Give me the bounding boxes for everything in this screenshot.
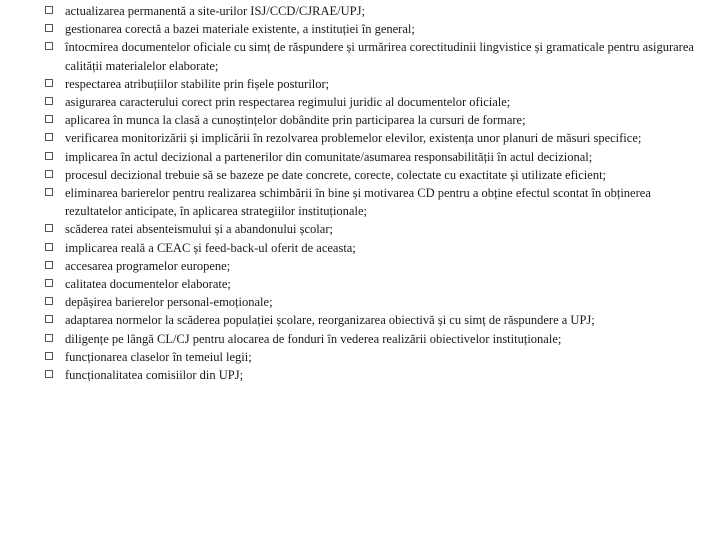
list-item bbox=[0, 38, 694, 74]
list-item-text: verificarea monitorizării și implicării în rezolvarea problemelor elevilor, existența unor planuri de măsuri specifice; bbox=[65, 131, 642, 146]
list-item-text: asigurarea caracterului corect prin respectarea regimului juridic al documentelor oficiale; bbox=[65, 95, 511, 110]
list-item bbox=[0, 184, 694, 220]
list-item bbox=[0, 166, 694, 184]
checkbox-bullet-icon bbox=[45, 352, 53, 360]
list-item-text: adaptarea normelor la scăderea populației școlare, reorganizarea obiectivă și cu simț de răspundere a UPJ; bbox=[65, 313, 595, 328]
checkbox-bullet-icon bbox=[45, 170, 53, 178]
checkbox-bullet-icon bbox=[45, 243, 53, 251]
list-item-text: calitatea documentelor elaborate; bbox=[65, 277, 231, 292]
list-item bbox=[0, 93, 694, 111]
list-item bbox=[0, 148, 694, 166]
checkbox-bullet-icon bbox=[45, 297, 53, 305]
checkbox-bullet-icon bbox=[45, 42, 53, 50]
list-item bbox=[0, 311, 694, 329]
list-item-text: eliminarea barierelor pentru realizarea schimbării în bine și motivarea CD pentru a obține efectul scontat în obținerea rezultatelor anticipate, în aplicarea strategiilor instituționale; bbox=[65, 186, 651, 219]
list-item-text: funcționalitatea comisiilor din UPJ; bbox=[65, 368, 244, 383]
list-item bbox=[0, 293, 694, 311]
list-item bbox=[0, 257, 694, 275]
list-item bbox=[0, 129, 694, 147]
checkbox-bullet-icon bbox=[45, 24, 53, 32]
checkbox-bullet-icon bbox=[45, 115, 53, 123]
checkbox-bullet-icon bbox=[45, 97, 53, 105]
list-item-text: depășirea barierelor personal-emoționale; bbox=[65, 295, 273, 310]
checkbox-bullet-icon bbox=[45, 334, 53, 342]
list-item bbox=[0, 75, 694, 93]
list-item-text: implicarea în actul decizional a partenerilor din comunitate/asumarea responsabilității în actul decizional; bbox=[65, 149, 593, 164]
list-item bbox=[0, 366, 694, 384]
list-item bbox=[0, 239, 694, 257]
list-item bbox=[0, 20, 694, 38]
checkbox-bullet-icon bbox=[45, 370, 53, 378]
checkbox-bullet-icon bbox=[45, 133, 53, 141]
list-item-text: respectarea atribuțiilor stabilite prin fișele posturilor; bbox=[65, 76, 330, 91]
list-item bbox=[0, 111, 694, 129]
list-item-text: întocmirea documentelor oficiale cu simț de răspundere și urmărirea corectitudinii lingvistice și gramaticale pentru asigurarea calității materialelor elaborate; bbox=[65, 40, 694, 73]
list-item-text: aplicarea în munca la clasă a cunoștințelor dobândite prin participarea la cursuri de formare; bbox=[65, 113, 526, 128]
list-item-text: gestionarea corectă a bazei materiale existente, a instituției în general; bbox=[65, 22, 415, 37]
checkbox-bullet-icon bbox=[45, 224, 53, 232]
list-item-text: implicarea reală a CEAC și feed-back-ul oferit de aceasta; bbox=[65, 240, 356, 255]
checkbox-bullet-icon bbox=[45, 315, 53, 323]
bullet-list bbox=[0, 2, 694, 384]
list-item bbox=[0, 2, 694, 20]
list-item bbox=[0, 348, 694, 366]
list-item-text: scăderea ratei absenteismului și a abandonului școlar; bbox=[65, 222, 333, 237]
checkbox-bullet-icon bbox=[45, 152, 53, 160]
checkbox-bullet-icon bbox=[45, 261, 53, 269]
checkbox-bullet-icon bbox=[45, 188, 53, 196]
checkbox-bullet-icon bbox=[45, 79, 53, 87]
list-item-text: diligențe pe lângă CL/CJ pentru alocarea de fonduri în vederea realizării obiectivelor instituționale; bbox=[65, 331, 562, 346]
list-item-text: accesarea programelor europene; bbox=[65, 258, 231, 273]
list-item bbox=[0, 275, 694, 293]
list-item bbox=[0, 220, 694, 238]
list-item-text: actualizarea permanentă a site-urilor ISJ/CCD/CJRAE/UPJ; bbox=[65, 4, 365, 18]
checkbox-bullet-icon bbox=[45, 279, 53, 287]
checkbox-bullet-icon bbox=[45, 6, 53, 14]
list-item-text: procesul decizional trebuie să se bazeze pe date concrete, corecte, colectate cu exactitate și utilizate eficient; bbox=[65, 167, 607, 182]
list-item-text: funcționarea claselor în temeiul legii; bbox=[65, 349, 252, 364]
list-item bbox=[0, 330, 694, 348]
